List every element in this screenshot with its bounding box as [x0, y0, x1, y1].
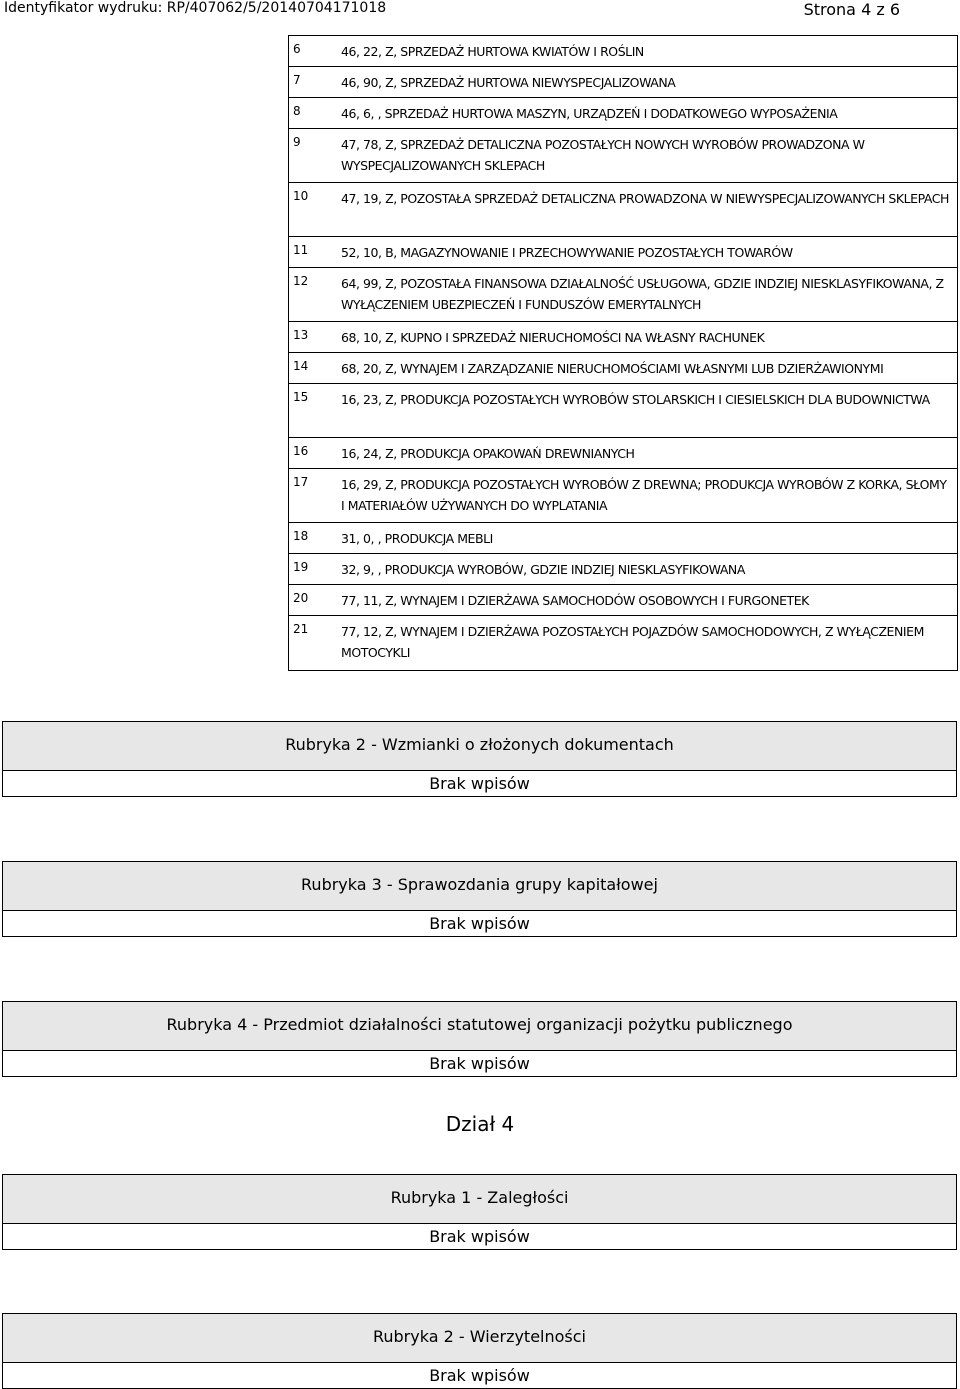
- section-title: Rubryka 2 - Wierzytelności: [3, 1314, 956, 1363]
- section-d4-rubryka-2: [2, 1313, 957, 1389]
- row-text: 16, 24, Z, PRODUKCJA OPAKOWAŃ DREWNIANYCH: [341, 446, 635, 461]
- section-body: Brak wpisów: [429, 914, 530, 933]
- section-body: Brak wpisów: [429, 774, 530, 793]
- row-text: 46, 6, , SPRZEDAŻ HURTOWA MASZYN, URZĄDZEŃ I DODATKOWEGO WYPOSAŻENIA: [341, 106, 838, 121]
- row-number: 13: [293, 328, 309, 342]
- row-number: 12: [293, 274, 309, 288]
- row-number: 20: [293, 591, 309, 605]
- table-row: [289, 183, 957, 237]
- row-number: 18: [293, 529, 309, 543]
- section-rubryka-2: [2, 721, 957, 797]
- row-text: 68, 20, Z, WYNAJEM I ZARZĄDZANIE NIERUCHOMOŚCIAMI WŁASNYMI LUB DZIERŻAWIONYMI: [341, 361, 884, 376]
- row-text: 47, 78, Z, SPRZEDAŻ DETALICZNA POZOSTAŁYCH NOWYCH WYROBÓW PROWADZONA W WYSPECJALIZOWANYCH SKLEPACH: [341, 137, 865, 173]
- section-title: Rubryka 2 - Wzmianki o złożonych dokumentach: [3, 722, 956, 771]
- table-row: [289, 322, 957, 353]
- row-text: 16, 29, Z, PRODUKCJA POZOSTAŁYCH WYROBÓW Z DREWNA; PRODUKCJA WYROBÓW Z KORKA, SŁOMY I MATERIAŁÓW UŻYWANYCH DO WYPLATANIA: [341, 477, 947, 513]
- section-body: Brak wpisów: [429, 1227, 530, 1246]
- row-number: 7: [293, 73, 301, 87]
- section-rubryka-3: [2, 861, 957, 937]
- division-title: Dział 4: [445, 1112, 515, 1136]
- table-row: [289, 67, 957, 98]
- section-rubryka-4: [2, 1001, 957, 1077]
- table-row: [289, 554, 957, 585]
- print-identifier: Identyfikator wydruku: RP/407062/5/20140704171018: [4, 0, 387, 16]
- table-row: [289, 129, 957, 183]
- row-number: 16: [293, 444, 309, 458]
- table-row: [289, 523, 957, 554]
- row-number: 11: [293, 243, 309, 257]
- section-body: Brak wpisów: [429, 1366, 530, 1385]
- row-number: 21: [293, 622, 309, 636]
- row-text: 32, 9, , PRODUKCJA WYROBÓW, GDZIE INDZIEJ NIESKLASYFIKOWANA: [341, 562, 745, 577]
- row-number: 14: [293, 359, 309, 373]
- table-row: [289, 98, 957, 129]
- table-row: [289, 237, 957, 268]
- row-text: 64, 99, Z, POZOSTAŁA FINANSOWA DZIAŁALNOŚĆ USŁUGOWA, GDZIE INDZIEJ NIESKLASYFIKOWANA, Z WYŁĄCZENIEM UBEZPIECZEŃ I FUNDUSZÓW EMERYTALNYCH: [341, 276, 944, 312]
- row-number: 8: [293, 104, 301, 118]
- row-text: 77, 11, Z, WYNAJEM I DZIERŻAWA SAMOCHODÓW OSOBOWYCH I FURGONETEK: [341, 593, 809, 608]
- table-row: [289, 469, 957, 523]
- pkd-table: [288, 35, 958, 671]
- row-number: 17: [293, 475, 309, 489]
- row-text: 31, 0, , PRODUKCJA MEBLI: [341, 531, 493, 546]
- row-number: 10: [293, 189, 309, 203]
- table-row: [289, 438, 957, 469]
- table-row: [289, 268, 957, 322]
- section-title: Rubryka 1 - Zaległości: [3, 1175, 956, 1224]
- section-body: Brak wpisów: [429, 1054, 530, 1073]
- row-text: 47, 19, Z, POZOSTAŁA SPRZEDAŻ DETALICZNA PROWADZONA W NIEWYSPECJALIZOWANYCH SKLEPACH: [341, 191, 950, 206]
- section-title: Rubryka 3 - Sprawozdania grupy kapitałowej: [3, 862, 956, 911]
- table-row: [289, 36, 957, 67]
- row-text: 52, 10, B, MAGAZYNOWANIE I PRZECHOWYWANIE POZOSTAŁYCH TOWARÓW: [341, 245, 793, 260]
- table-row: [289, 353, 957, 384]
- table-row: [289, 585, 957, 616]
- row-text: 77, 12, Z, WYNAJEM I DZIERŻAWA POZOSTAŁYCH POJAZDÓW SAMOCHODOWYCH, Z WYŁĄCZENIEM MOTOCYKLI: [341, 624, 924, 660]
- section-title: Rubryka 4 - Przedmiot działalności statutowej organizacji pożytku publicznego: [3, 1002, 956, 1051]
- row-number: 15: [293, 390, 309, 404]
- row-text: 46, 22, Z, SPRZEDAŻ HURTOWA KWIATÓW I ROŚLIN: [341, 44, 644, 59]
- table-row: [289, 616, 957, 670]
- row-text: 68, 10, Z, KUPNO I SPRZEDAŻ NIERUCHOMOŚCI NA WŁASNY RACHUNEK: [341, 330, 765, 345]
- row-number: 9: [293, 135, 301, 149]
- row-text: 16, 23, Z, PRODUKCJA POZOSTAŁYCH WYROBÓW STOLARSKICH I CIESIELSKICH DLA BUDOWNICTWA: [341, 392, 930, 407]
- section-d4-rubryka-1: [2, 1174, 957, 1250]
- row-number: 19: [293, 560, 309, 574]
- row-number: 6: [293, 42, 301, 56]
- table-row: [289, 384, 957, 438]
- row-text: 46, 90, Z, SPRZEDAŻ HURTOWA NIEWYSPECJALIZOWANA: [341, 75, 676, 90]
- page-number: Strona 4 z 6: [803, 0, 900, 19]
